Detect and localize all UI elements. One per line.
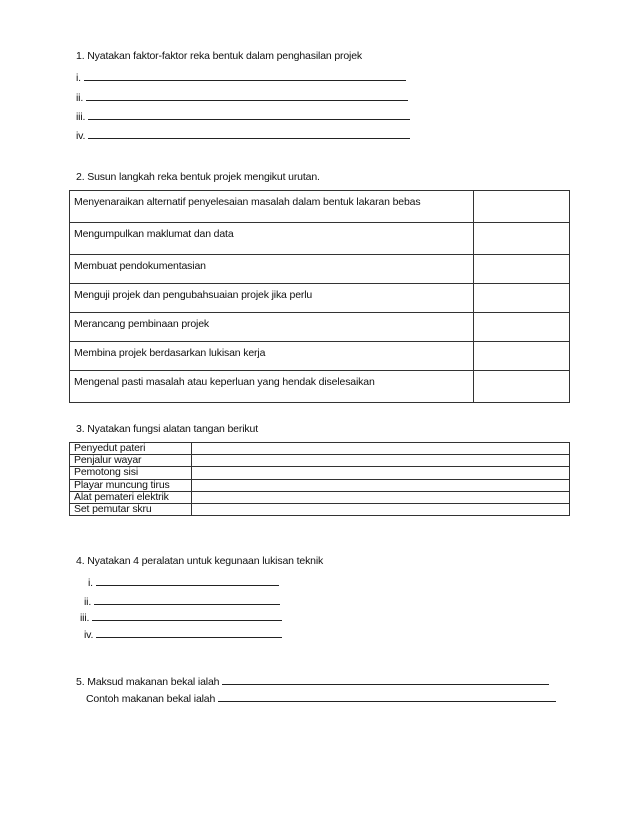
table-row [70, 313, 570, 342]
q2-step-2: Mengumpulkan maklumat dan data [70, 223, 474, 255]
q3-tool-6: Set pemutar skru [70, 503, 192, 515]
q2-order-box-5[interactable] [474, 313, 570, 342]
table-row [70, 443, 570, 455]
q4-answer-3[interactable] [80, 610, 282, 624]
q4-answer-1-blank[interactable] [96, 575, 279, 586]
q5-example-label: Contoh makanan bekal ialah [86, 693, 216, 705]
q1-answer-3[interactable] [76, 109, 410, 123]
q2-order-box-6[interactable] [474, 342, 570, 371]
table-row [70, 255, 570, 284]
table-row [70, 284, 570, 313]
q2-order-box-7[interactable] [474, 371, 570, 403]
q5-line-2[interactable] [86, 691, 556, 705]
q1-answer-2[interactable] [76, 90, 408, 104]
q2-step-1: Menyenaraikan alternatif penyelesaian masalah dalam bentuk lakaran bebas [70, 191, 474, 223]
table-row [70, 503, 570, 515]
q2-order-box-3[interactable] [474, 255, 570, 284]
q1-question: 1. Nyatakan faktor-faktor reka bentuk dalam penghasilan projek [76, 50, 363, 62]
q2-order-box-2[interactable] [474, 223, 570, 255]
q1-answer-1-blank[interactable] [84, 70, 406, 81]
q5-definition-blank[interactable] [222, 674, 549, 685]
q4-answer-4-blank[interactable] [96, 627, 282, 638]
table-row [70, 342, 570, 371]
q3-tool-2: Penjalur wayar [70, 455, 192, 467]
q1-answer-4-blank[interactable] [88, 128, 410, 139]
table-row [70, 467, 570, 479]
q1-answer-4[interactable] [76, 128, 410, 142]
q5-line-1[interactable] [76, 674, 549, 688]
table-row [70, 491, 570, 503]
q5-example-blank[interactable] [218, 691, 556, 702]
q4-answer-3-blank[interactable] [92, 610, 282, 621]
q3-function-answer-6[interactable] [192, 503, 570, 515]
q4-answer-2-label: ii. [84, 596, 92, 608]
q3-question: 3. Nyatakan fungsi alatan tangan berikut [76, 423, 258, 435]
q1-answer-2-label: ii. [76, 92, 84, 104]
q3-function-answer-5[interactable] [192, 491, 570, 503]
q2-step-5: Merancang pembinaan projek [70, 313, 474, 342]
table-row [70, 371, 570, 403]
table-row [70, 479, 570, 491]
q2-order-box-1[interactable] [474, 191, 570, 223]
table-row [70, 223, 570, 255]
q1-answer-2-blank[interactable] [86, 90, 408, 101]
q3-function-answer-3[interactable] [192, 467, 570, 479]
q3-function-answer-2[interactable] [192, 455, 570, 467]
q4-answer-1[interactable] [88, 575, 279, 589]
q2-question: 2. Susun langkah reka bentuk projek mengikut urutan. [76, 171, 320, 183]
q1-answer-4-label: iv. [76, 130, 86, 142]
q3-tool-4: Playar muncung tirus [70, 479, 192, 491]
q1-answer-3-blank[interactable] [88, 109, 410, 120]
q3-function-answer-4[interactable] [192, 479, 570, 491]
q1-answer-1[interactable] [76, 70, 406, 84]
q4-answer-2[interactable] [84, 594, 280, 608]
q4-answer-4[interactable] [84, 627, 282, 641]
q5-definition-label: 5. Maksud makanan bekal ialah [76, 676, 220, 688]
q1-answer-1-label: i. [76, 72, 81, 84]
q3-tool-3: Pemotong sisi [70, 467, 192, 479]
q3-tools-table [69, 442, 570, 516]
q3-function-answer-1[interactable] [192, 443, 570, 455]
q2-step-7: Mengenal pasti masalah atau keperluan yang hendak diselesaikan [70, 371, 474, 403]
q1-answer-3-label: iii. [76, 111, 86, 123]
q3-tool-1: Penyedut pateri [70, 443, 192, 455]
q2-step-6: Membina projek berdasarkan lukisan kerja [70, 342, 474, 371]
q2-step-3: Membuat pendokumentasian [70, 255, 474, 284]
q4-question: 4. Nyatakan 4 peralatan untuk kegunaan lukisan teknik [76, 555, 324, 567]
q2-steps-table [69, 190, 570, 403]
q4-answer-2-blank[interactable] [94, 594, 280, 605]
q4-answer-1-label: i. [88, 577, 93, 589]
table-row [70, 455, 570, 467]
q2-order-box-4[interactable] [474, 284, 570, 313]
q4-answer-3-label: iii. [80, 612, 90, 624]
q2-step-4: Menguji projek dan pengubahsuaian projek jika perlu [70, 284, 474, 313]
q3-tool-5: Alat pemateri elektrik [70, 491, 192, 503]
q4-answer-4-label: iv. [84, 629, 94, 641]
table-row [70, 191, 570, 223]
